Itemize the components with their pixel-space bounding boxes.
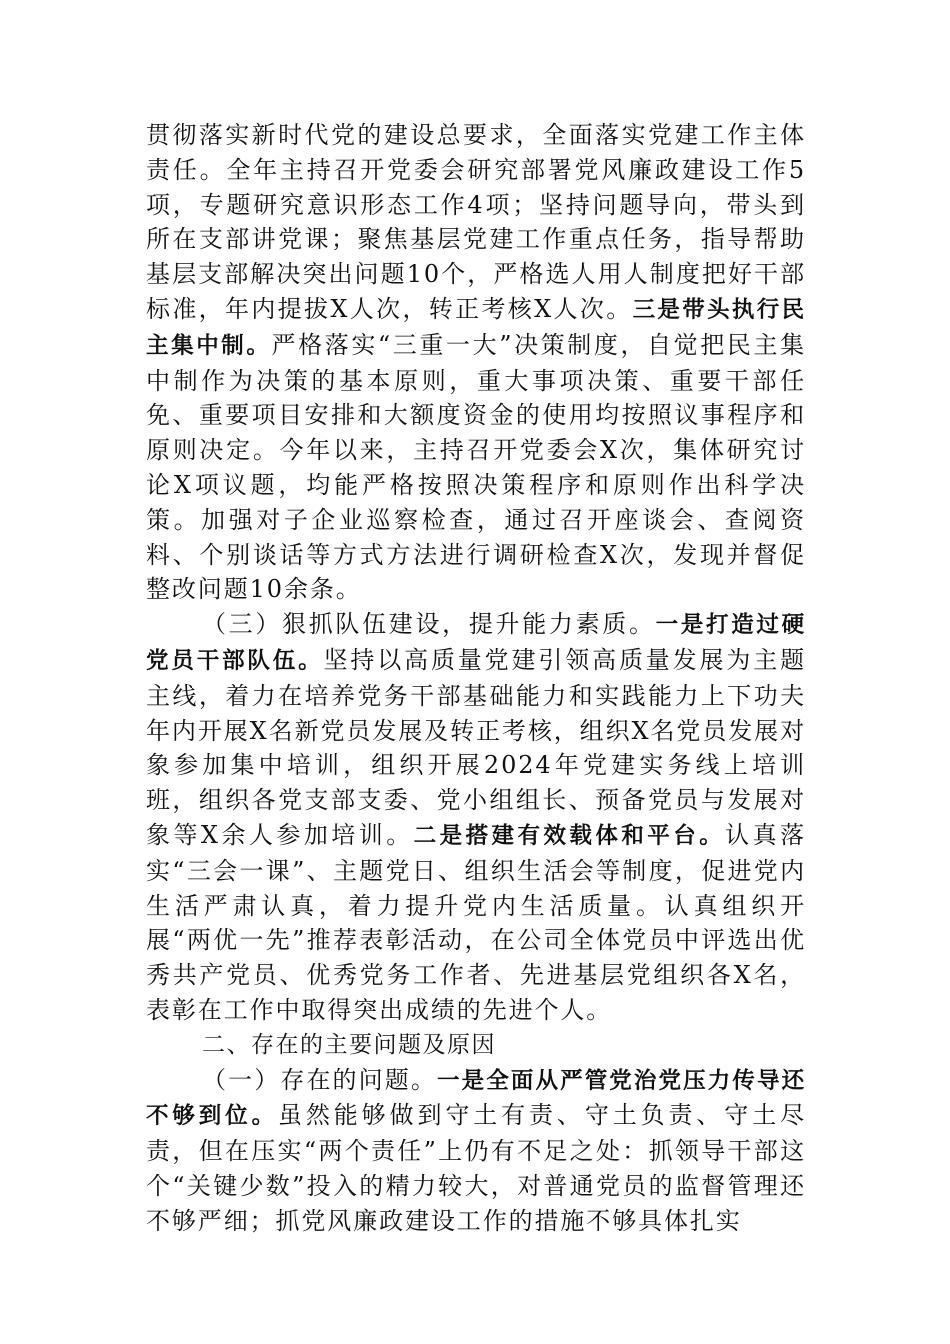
paragraph-text: 认真落实“三会一课”、主题党日、组织生活会等制度，促进党内生活严肃认真，着力提升党内生活质量。认真组织开展“两优一先”推荐表彰活动，在公司全体党员中评选出优秀共产党员、优秀党务工作者、先进基层党组织各X名，表彰在工作中取得突出成绩的先进个人。 xyxy=(146,820,806,1024)
document-body xyxy=(146,118,806,1239)
section-subheading: （一）存在的问题。 xyxy=(202,1065,438,1094)
paragraph-text: 虽然能够做到守土有责、守土负责、守土尽责，但在压实“两个责任”上仍有不足之处：抓领导干部这个“关键少数”投入的精力较大，对普通党员的监督管理还不够严细；抓党风廉政建设工作的措施不够具体扎实 xyxy=(146,1101,806,1235)
bold-lead-pressure-transmission: 一是全面从严管党治党压力传导还不够到位。 xyxy=(146,1067,806,1130)
bold-lead-cadre-team: 一是打造过硬党员干部队伍。 xyxy=(146,612,806,674)
paragraph-team-building xyxy=(146,607,806,1028)
bold-lead-carrier-platform: 二是搭建有效载体和平台。 xyxy=(413,822,726,849)
paragraph-text: 贯彻落实新时代党的建设总要求，全面落实党建工作主体责任。全年主持召开党委会研究部署党风廉政建设工作5项，专题研究意识形态工作4项；坚持问题导向，带头到所在支部讲党课；聚焦基层党建工作重点任务，指导帮助基层支部解决突出问题10个，严格选人用人制度把好干部标准，年内提拔X人次，转正考核X人次。 xyxy=(146,121,806,323)
bold-lead-democratic-centralism: 三是带头执行民主集中制。 xyxy=(146,296,806,359)
paragraph-party-building-responsibility xyxy=(146,118,806,607)
paragraph-text: 坚持以高质量党建引领高质量发展为主题主线，着力在培养党务干部基础能力和实践能力上下功夫年内开展X名新党员发展及转正考核，组织X名党员发展对象参加集中培训，组织开展2024年党建实务线上培训班，组织各党支部支委、党小组组长、预备党员与发展对象等X余人参加培训。 xyxy=(146,645,806,849)
paragraph-text: 严格落实“三重一大”决策制度，自觉把民主集中制作为决策的基本原则，重大事项决策、重要干部任免、重要项目安排和大额度资金的使用均按照议事程序和原则决定。今年以来，主持召开党委会X次，集体研究讨论X项议题，均能严格按照决策程序和原则作出科学决策。加强对子企业巡察检查，通过召开座谈会、查阅资料、个别谈话等方式方法进行调研检查X次，发现并督促整改问题10余条。 xyxy=(146,330,806,604)
section-heading-main-problems: 二、存在的主要问题及原因 xyxy=(202,1031,496,1058)
section-subheading: （三）狠抓队伍建设，提升能力素质。 xyxy=(202,610,656,639)
paragraph-existing-problems xyxy=(146,1063,806,1239)
